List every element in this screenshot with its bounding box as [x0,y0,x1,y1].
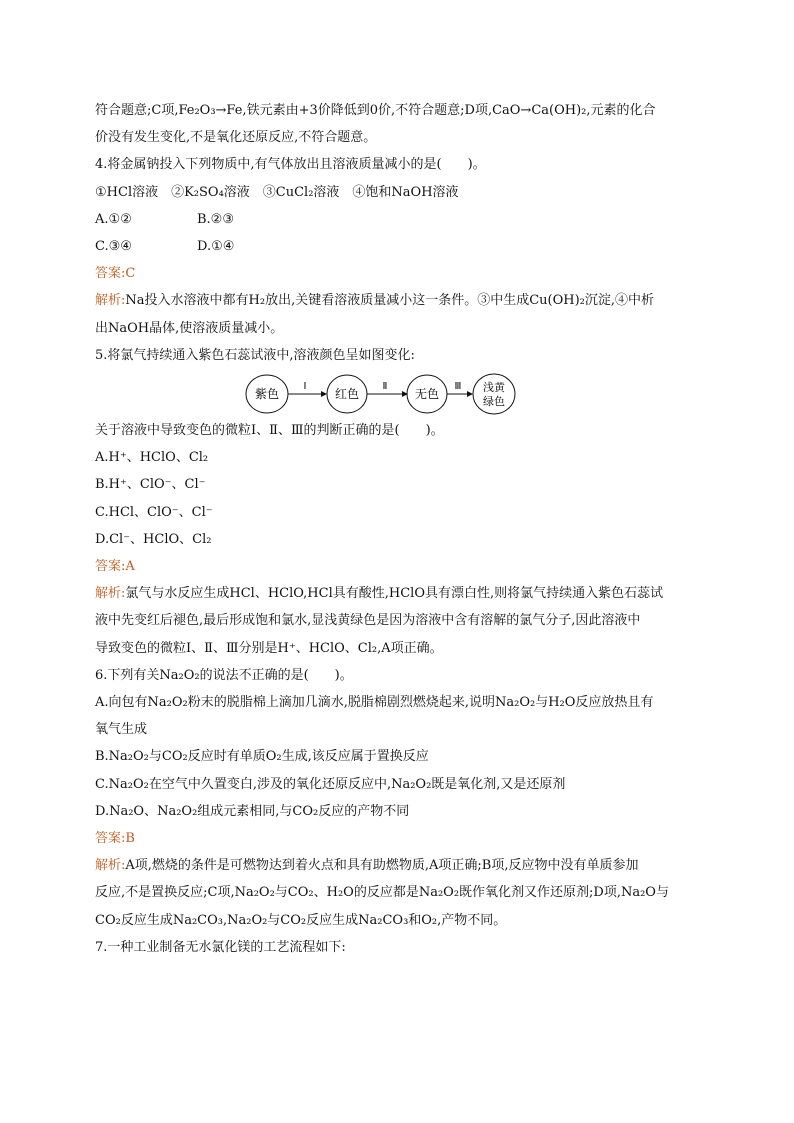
question-4-options-row2 [95,233,705,260]
text-line: 出NaOH晶体,使溶液质量减小。 [95,320,284,336]
question-4-items: ①HCl溶液 ②K₂SO₄溶液 ③CuCl₂溶液 ④饱和NaOH溶液 [95,184,459,200]
answer-label: 答案: [95,266,126,282]
arrow-2 [367,381,408,397]
step-label: Ⅱ [382,381,388,393]
node-label: 紫色 [254,387,280,402]
text-line: 符合题意;C项,Fe₂O₃→Fe,铁元素由+3价降低到0价,不符合题意;D项,CaO→Ca(OH)₂,元素的化合 [95,103,656,118]
option-d: D.Na₂O、Na₂O₂组成元素相同,与CO₂反应的产物不同 [95,803,410,819]
option-a: A.H⁺、HClO、Cl₂ [95,450,209,466]
node-label: 浅黄 [483,381,505,395]
text-line: 导致变色的微粒Ⅰ、Ⅱ、Ⅲ分别是H⁺、HClO、Cl₂,A项正确。 [95,640,443,656]
color-change-diagram [95,369,705,417]
text-line: CO₂反应生成Na₂CO₃,Na₂O₂与CO₂反应生成Na₂CO₃和O₂,产物不同。 [95,912,507,928]
option-a: A.①② [95,211,132,227]
step-label: Ⅰ [303,381,307,393]
text-line: 反应,不是置换反应;C项,Na₂O₂与CO₂、H₂O的反应都是Na₂O₂既作氧化剂又作还原剂;D项,Na₂O与 [95,885,669,901]
answer-line [95,553,705,580]
answer-line [95,260,705,287]
node-red [327,375,367,413]
arrow-3 [447,381,473,397]
explanation-label: 解析: [95,858,126,874]
node-purple [246,375,288,413]
arrow-1 [288,381,327,397]
question-5-ask: 关于溶液中导致变色的微粒Ⅰ、Ⅱ、Ⅲ的判断正确的是( )。 [95,423,444,439]
explanation-text: A项,燃烧的条件是可燃物达到着火点和具有助燃物质,A项正确;B项,反应物中没有单质参加 [125,858,639,874]
diagram-svg [245,372,505,416]
node-label: 红色 [334,387,360,402]
question-4: 4.将金属钠投入下列物质中,有气体放出且溶液质量减小的是( )。 [95,157,486,173]
explanation-line [95,580,705,607]
explanation-text: Na投入水溶液中都有H₂放出,关键看溶液质量减小这一条件。③中生成Cu(OH)₂沉淀,④中析 [125,293,654,309]
option-c: C.HCl、ClO⁻、Cl⁻ [95,504,213,520]
explanation-label: 解析: [95,586,126,602]
option-c: C.Na₂O₂在空气中久置变白,涉及的氧化还原反应中,Na₂O₂既是氧化剂,又是还原剂 [95,776,566,792]
option-b: B.②③ [197,211,234,227]
option-a-cont: 氧气生成 [95,722,148,738]
node-label: 绿色 [483,395,505,409]
text-line: 价没有发生变化,不是氧化还原反应,不符合题意。 [95,130,377,146]
question-5: 5.将氯气持续通入紫色石蕊试液中,溶液颜色呈如图变化: [95,347,415,363]
question-7: 7.一种工业制备无水氯化镁的工艺流程如下: [95,939,346,955]
option-b: B.Na₂O₂与CO₂反应时有单质O₂生成,该反应属于置换反应 [95,749,429,765]
step-label: Ⅲ [454,381,462,393]
explanation-line [95,852,705,879]
document-page [95,97,705,961]
question-4-options-row1 [95,206,705,233]
option-b: B.H⁺、ClO⁻、Cl⁻ [95,477,206,493]
node-label: 无色 [414,387,440,402]
answer-value: B [125,831,135,847]
node-yellow-green [473,374,515,414]
question-6: 6.下列有关Na₂O₂的说法不正确的是( )。 [95,667,353,683]
option-d: D.①④ [197,239,235,255]
node-colorless [407,375,447,413]
option-c: C.③④ [95,239,132,255]
answer-label: 答案: [95,831,126,847]
option-a: A.向包有Na₂O₂粉末的脱脂棉上滴加几滴水,脱脂棉剧烈燃烧起来,说明Na₂O₂与H₂O反应放热且有 [95,695,654,711]
option-d: D.Cl⁻、HClO、Cl₂ [95,531,212,547]
answer-value: A [125,559,135,575]
answer-value: C [125,266,136,282]
explanation-label: 解析: [95,293,126,309]
text-line: 液中先变红后褪色,最后形成饱和氯水,显浅黄绿色是因为溶液中含有溶解的氯气分子,因此溶液中 [95,613,641,629]
answer-label: 答案: [95,559,126,575]
explanation-text: 氯气与水反应生成HCl、HClO,HCl具有酸性,HClO具有漂白性,则将氯气持续通入紫色石蕊试 [125,586,664,602]
answer-line [95,825,705,852]
explanation-line [95,287,705,314]
